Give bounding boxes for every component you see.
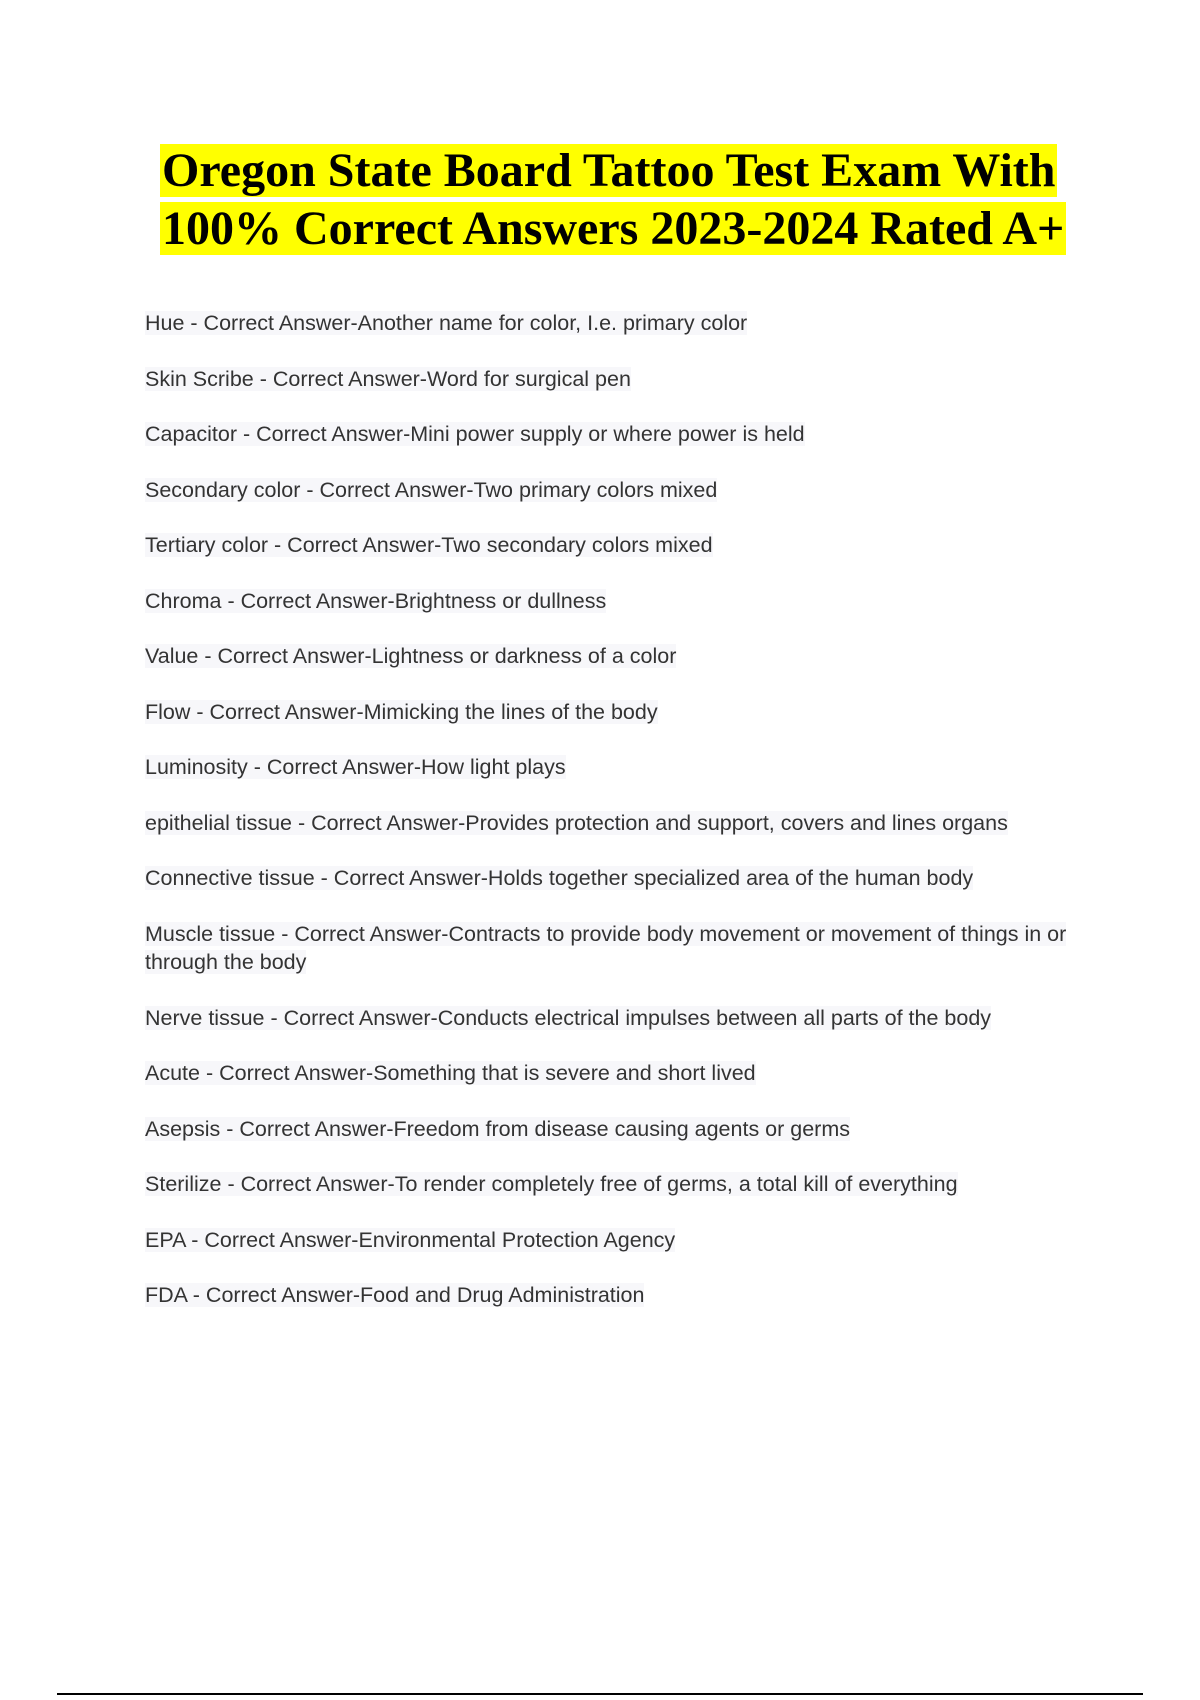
qa-text: Tertiary color - Correct Answer-Two secondary colors mixed (145, 533, 713, 557)
qa-text: Hue - Correct Answer-Another name for color, I.e. primary color (145, 311, 748, 335)
qa-item (145, 1115, 1105, 1144)
qa-item (145, 309, 1105, 338)
qa-text: Chroma - Correct Answer-Brightness or dullness (145, 588, 607, 613)
qa-text: Acute - Correct Answer-Something that is severe and short lived (145, 1061, 756, 1085)
qa-text: Nerve tissue - Correct Answer-Conducts electrical impulses between all parts of the body (145, 1005, 992, 1030)
qa-text: Sterilize - Correct Answer-To render completely free of germs, a total kill of everything (145, 1172, 958, 1196)
qa-text: Luminosity - Correct Answer-How light plays (145, 755, 566, 779)
qa-item (145, 753, 1105, 782)
qa-text: FDA - Correct Answer-Food and Drug Administration (145, 1283, 645, 1307)
qa-item (145, 864, 1105, 893)
qa-text: Capacitor - Correct Answer-Mini power supply or where power is held (145, 422, 805, 446)
qa-item (145, 1226, 1105, 1255)
qa-text: Skin Scribe - Correct Answer-Word for surgical pen (145, 366, 631, 391)
qa-item (145, 920, 1105, 977)
qa-item (145, 1170, 1105, 1199)
qa-text: Muscle tissue - Correct Answer-Contracts to provide body movement or movement of things in or through the body (145, 921, 1067, 974)
qa-item (145, 809, 1105, 838)
qa-item (145, 642, 1105, 671)
qa-text: EPA - Correct Answer-Environmental Protection Agency (145, 1227, 676, 1252)
qa-item (145, 1281, 1105, 1310)
page-title-text: Oregon State Board Tattoo Test Exam With 100% Correct Answers 2023-2024 Rated A+ (162, 144, 1065, 255)
qa-list (145, 309, 1105, 1337)
footer-divider (57, 1693, 1143, 1695)
title-block (160, 142, 1150, 258)
page-title (160, 142, 1150, 258)
qa-item (145, 476, 1105, 505)
qa-text: Value - Correct Answer-Lightness or darkness of a color (145, 644, 677, 668)
qa-text: Secondary color - Correct Answer-Two primary colors mixed (145, 477, 718, 502)
qa-item (145, 420, 1105, 449)
qa-text: Asepsis - Correct Answer-Freedom from disease causing agents or germs (145, 1116, 850, 1141)
qa-item (145, 365, 1105, 394)
qa-item (145, 1004, 1105, 1033)
qa-item (145, 698, 1105, 727)
qa-item (145, 531, 1105, 560)
qa-text: Connective tissue - Correct Answer-Holds together specialized area of the human body (145, 866, 974, 890)
qa-text: Flow - Correct Answer-Mimicking the lines of the body (145, 699, 658, 724)
qa-item (145, 587, 1105, 616)
qa-item (145, 1059, 1105, 1088)
qa-text: epithelial tissue - Correct Answer-Provides protection and support, covers and lines organs (145, 810, 1008, 835)
